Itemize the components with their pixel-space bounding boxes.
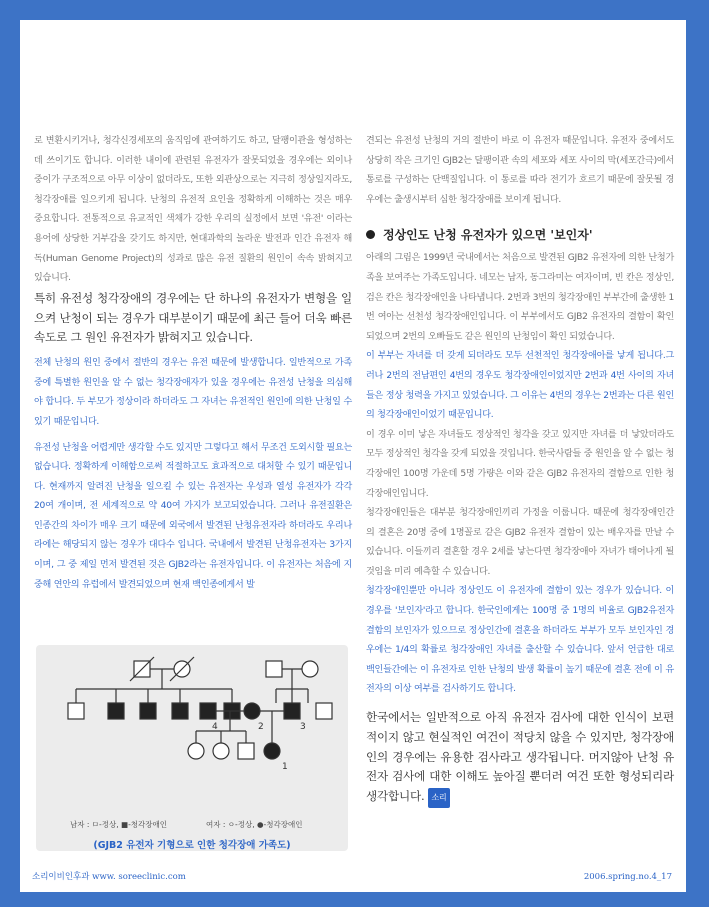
pedigree-gen3-child-1: [188, 743, 204, 759]
right-paragraph-2: 아래의 그림은 1999년 국내에서는 처음으로 발견된 GJB2 유전자에 의한 난청가족을 보여주는 가족도입니다. 네모는 남자, 동그라미는 여자이며, 빈 칸은 정상인, 검은 칸은 청각장애인을 나타냅니다. 2번과 3번의 청각장애인 부부간에 출생한 1번 여아는 선천성 청각장애인입니다. 이 부부에서도 GJB2 유전자의 결함이 확인되었으며 2번의 오빠들도 같은 원인의 난청임이 확인 되었습니다.: [366, 253, 674, 342]
pedigree-chart: [36, 645, 348, 815]
right-paragraph-4: 이 경우 이미 낳은 자녀들도 정상적인 청각을 갖고 있지만 자녀를 더 낳았더라도 모두 정상적인 청각을 갖게 되었을 것입니다. 한국사람들 중 원인을 알 수 없는 청각장애인 100명 가운데 5명 가량은 이와 같은 GJB2 유전자의 결함으로 인한 청각장애인입니다.: [366, 429, 674, 499]
pedigree-gen2-sibling-3: [140, 703, 156, 719]
footer-website: 소리이비인후과 www. soreeclinic.com: [32, 872, 186, 882]
footer-issue: 2006.spring.no.4_17: [583, 872, 672, 882]
pedigree-gen2-right-sibling: [316, 703, 332, 719]
closing-text: 한국에서는 일반적으로 아직 유전자 검사에 대한 인식이 보편적이지 않고 현실적인 여건이 적당치 않을 수 있지만, 청각장애인의 경우에는 유용한 검사라고 생각됩니다. 머지않아 난청 유전자 검사에 대한 이해도 높아질 뿐더러 여건 또한 형성되리라 생각합니다.: [366, 710, 674, 804]
pedigree-label-2: 2: [258, 722, 264, 732]
pedigree-gen2-sibling-2: [108, 703, 124, 719]
section-heading-text: 정상인도 난청 유전자가 있으면 '보인자': [383, 228, 593, 243]
right-paragraph-1: 견되는 유전성 난청의 거의 절반이 바로 이 유전자 때문입니다. 유전자 중에서도 상당히 작은 크기인 GJB2는 달팽이관 속의 세포와 세포 사이의 막(세포간극)에서 통로를 구성하는 단백질입니다. 이 통로를 따라 전기가 흐르기 때문에 잘못될 경우에는 출생시부터 심한 청각장애를 보이게 됩니다.: [366, 136, 674, 205]
left-paragraph-4: 유전성 난청을 어렵게만 생각할 수도 있지만 그렇다고 해서 무조건 도외시할 필요는 없습니다. 정확하게 이해함으로써 적절하고도 효과적으로 대처할 수 있기 때문입니다. 현재까지 알려진 난청을 일으킬 수 있는 유전자는 우성과 열성 유전자가 각각 20여 개이며, 전 세계적으로 약 40여 가지가 보고되었습니다. 그러나 유전질환은 인종간의 차이가 매우 크기 때문에 외국에서 발견된 난청유전자라 하더라도 우리나라에는 해당되지 않는 경우가 대다수 입니다. 국내에서 발견된 난청유전자는 3가지이며, 그 중 제일 먼저 발견된 것은 GJB2라는 유전자입니다. 이 유전자는 처음에 지중해 연안의 유럽에서 발견되었으며 현재 백인종에게서 발: [34, 442, 352, 590]
magazine-page: [20, 20, 686, 892]
pedigree-gen1-right-male: [266, 661, 282, 677]
right-closing-paragraph: [366, 708, 674, 808]
pedigree-gen2-sibling-1: [68, 703, 84, 719]
left-highlight-paragraph: 특히 유전성 청각장애의 경우에는 단 하나의 유전자가 변형을 일으켜 난청이 되는 경우가 대부분이기 때문에 최근 들어 더욱 빠른 속도로 그 원인 유전자가 밝혀지고 있습니다.: [34, 290, 352, 345]
right-paragraph-5: 청각장애인들은 대부분 청각장애인끼리 가정을 이룹니다. 때문에 청각장애인간의 결혼은 20명 중에 1명꼴로 같은 GJB2 유전자 결함이 있는 배우자를 만날 수 있습니다. 이들끼리 결혼할 경우 2세를 낳는다면 청각장애아 자녀가 태어나게 될 것임을 미리 예측할 수 있습니다.: [366, 508, 674, 577]
pedigree-person-2: [244, 703, 260, 719]
legend-female: 여자 : ㅇ-정상, ●-청각장애인: [206, 820, 303, 829]
pedigree-person-4: [200, 703, 216, 719]
section-heading: [366, 226, 674, 243]
end-mark: 소리: [428, 788, 449, 808]
pedigree-person-1: [264, 743, 280, 759]
right-column: [366, 132, 674, 808]
figure-caption: (GJB2 유전자 기형으로 인한 청각장애 가족도): [93, 840, 291, 851]
right-paragraph-3: 이 부부는 자녀를 더 갖게 되더라도 모두 선천적인 청각장애아를 낳게 됩니다.그러나 2번의 전남편인 4번의 경우도 청각장애인이었지만 2번과 4번 사이의 자녀들은 정상 청력을 가지고 있었습니다. 그 이유는 4번의 경우는 2번과는 다른 원인의 청각장애인이었기 때문입니다.: [366, 351, 674, 421]
pedigree-gen3-child-3: [238, 743, 254, 759]
left-paragraph-1: 로 변환시키거나, 청각신경세포의 움직임에 관여하기도 하고, 달팽이관을 형성하는 데 쓰이기도 합니다. 이러한 내이에 관련된 유전자가 잘못되었을 경우에는 외이나 중이가 구조적으로 아무 이상이 없더라도, 또한 외관상으로는 지극히 정상일지라도, 청각장애를 일으키게 됩니다. 난청의 유전적 요인을 정확하게 이해하는 것은 매우 중요합니다. 전통적으로 유교적인 색채가 강한 우리의 실정에서 보면 '유전' 이라는 용어에 상당한 거부감을 갖기도 하지만, 현대과학의 놀라운 발전과 인간 유전자 해독(Human Genome Project)의 성과로 많은 유전 질환의 원인이 속속 밝혀지고 있습니다.: [34, 136, 352, 284]
pedigree-label-4: 4: [212, 722, 218, 732]
pedigree-figure: [36, 645, 348, 851]
bullet-icon: [366, 230, 375, 239]
pedigree-person-3: [284, 703, 300, 719]
pedigree-label-1: 1: [282, 762, 288, 772]
pedigree-gen2-sibling-4: [172, 703, 188, 719]
right-paragraph-6: 청각장애인뿐만 아니라 정상인도 이 유전자에 결함이 있는 경우가 있습니다. 이 경우를 '보인자'라고 합니다. 한국인에게는 100명 중 1명의 비율로 GJB2유전자 결함의 보인자가 있으므로 정상인간에 결혼을 하더라도 부부가 모두 보인자인 경우에는 1/4의 확률로 청각장애인 자녀를 출산할 수 있습니다. 앞서 언급한 대로 백인들간에는 이 유전자로 인한 난청의 발생 확률이 높기 때문에 결혼 전에 이 유전자의 이상 여부를 검사하기도 합니다.: [366, 586, 674, 695]
left-paragraph-3: 전체 난청의 원인 중에서 절반의 경우는 유전 때문에 발생합니다. 일반적으로 가족 중에 특별한 원인을 알 수 없는 청각장애자가 있을 경우에는 유전성 난청을 의심해야 합니다. 두 부모가 정상이라 하더라도 그 자녀는 유전적인 원인에 의한 난청일 수 있기 때문입니다.: [34, 358, 352, 427]
legend-male: 남자 : ㅁ-정상, ■-청각장애인: [70, 820, 168, 829]
pedigree-label-3: 3: [300, 722, 306, 732]
pedigree-gen3-child-2: [213, 743, 229, 759]
left-column: [34, 132, 352, 595]
pedigree-gen1-right-female: [302, 661, 318, 677]
